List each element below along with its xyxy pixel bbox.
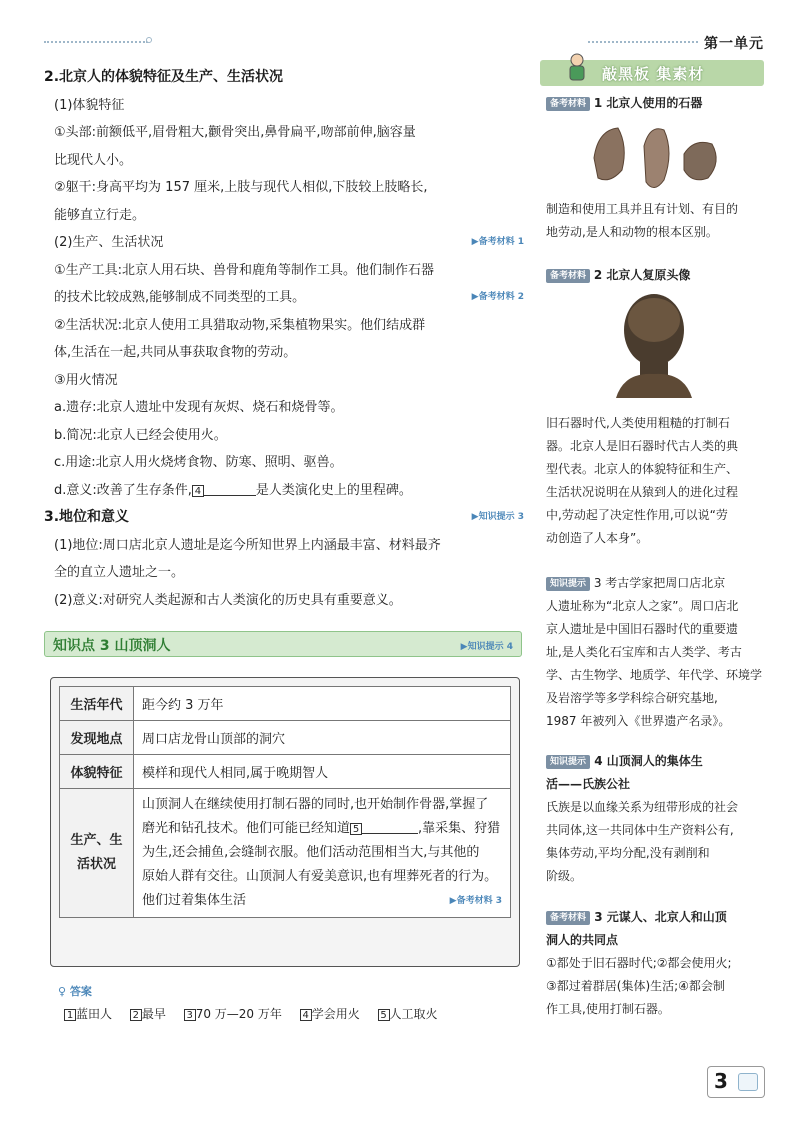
fire-significance-pre: d.意义:改善了生存条件, [54, 482, 192, 498]
answer-number: 3 [184, 1009, 196, 1021]
knowledge-point-3-title: 知识点 3 山顶洞人 [53, 638, 171, 654]
answers-row [64, 1005, 452, 1022]
fire-significance-post: 是人类演化史上的里程碑。 [255, 482, 412, 498]
life-line-2-text: 磨光和钻孔技术。他们可能已经知道 [142, 821, 351, 836]
life-line-2 [142, 817, 502, 841]
lightbulb-icon: ♀ [58, 985, 67, 998]
knowledge-tip-3-line: 学、古生物学、地质学、年代学、环境学 [546, 668, 763, 682]
shandingdong-table [59, 686, 511, 918]
meaning: (2)意义:对研究人类起源和古人类演化的历史具有重要意义。 [54, 592, 402, 608]
material-3 [546, 906, 764, 1021]
fire-significance [44, 477, 524, 505]
sidebar-banner-title: 敲黑板 集素材 [602, 65, 705, 83]
knowledge-tip-4-line: 共同体,这一共同体中生产资料公有, [546, 823, 734, 837]
paragraph-body-1: ②躯干:身高平均为 157 厘米,上肢与现代人相似,下肢较上肢略长, [54, 180, 428, 195]
paragraph-tool-2 [44, 284, 524, 312]
table-row [60, 789, 511, 918]
answer-item [130, 1007, 166, 1021]
paragraph-body-2: 能够直立行走。 [54, 207, 146, 223]
shandingdong-table-box [50, 677, 520, 967]
material-2-line: 生活状况说明在从猿到人的进化过程 [546, 485, 739, 499]
material-1-line: 地劳动,是人和动物的根本区别。 [546, 225, 718, 239]
life-line-1: 山顶洞人在继续使用打制石器的同时,也开始制作骨器,掌握了 [142, 797, 489, 812]
answers-label-text: 答案 [69, 985, 92, 998]
knowledge-point-3-bar [44, 631, 522, 657]
knowledge-tip-4-line: 氏族是以血缘关系为纽带形成的社会 [546, 800, 739, 814]
answer-text: 人工取火 [389, 1007, 438, 1021]
knowledge-tip-3-line: 1987 年被列入《世界遗产名录》。 [546, 714, 731, 728]
unit-title: 第一单元 [704, 36, 764, 52]
table-key-location: 发现地点 [60, 721, 134, 755]
book-icon [738, 1073, 758, 1091]
blank-number-5: 5 [350, 823, 362, 835]
knowledge-tip-4-title [546, 750, 764, 773]
table-key-era: 生活年代 [60, 687, 134, 721]
subheading-production [44, 229, 524, 257]
table-value-era: 距今约 3 万年 [134, 687, 511, 721]
blank-number-4: 4 [192, 485, 204, 497]
knowledge-tip-3-line: 及岩溶学等多学科综合研究基地, [546, 691, 718, 705]
paragraph-fire-heading: ③用火情况 [54, 372, 118, 388]
material-3-line: ①都处于旧石器时代;②都会使用火; [546, 956, 732, 970]
fire-summary: b.简况:北京人已经会使用火。 [54, 427, 227, 443]
answer-text: 学会用火 [311, 1007, 360, 1021]
page-number: 3 [714, 1069, 728, 1093]
header-dot [146, 37, 152, 43]
life-line-3: 为生,还会捕鱼,会缝制衣服。他们活动范围相当大,与其他的 [142, 845, 480, 860]
knowledge-tip-4-title-2: 活——氏族公社 [546, 777, 631, 791]
answers-label [58, 983, 92, 999]
knowledge-tip-3-line: 人遗址称为“北京人之家”。周口店北 [546, 599, 739, 613]
paragraph-tool-1: ①生产工具:北京人用石块、兽骨和鹿角等制作工具。他们制作石器 [54, 262, 435, 278]
paragraph-head-1: ①头部:前额低平,眉骨粗大,颧骨突出,鼻骨扁平,吻部前伸,脑容量 [54, 125, 416, 140]
material-label: 备考材料 [546, 269, 590, 283]
material-2-text [546, 412, 764, 550]
header-dotted-line-right [588, 41, 698, 43]
life-line-5-text: 他们过着集体生活 [142, 893, 247, 908]
knowledge-tip-3 [546, 572, 764, 733]
material-label: 备考材料 [546, 911, 590, 925]
ref-tag-tip-3[interactable]: ▶知识提示 3 [471, 512, 524, 522]
paragraph-life-2: 体,生活在一起,共同从事获取食物的劳动。 [54, 345, 297, 360]
material-1-text [546, 198, 764, 244]
knowledge-tip-3-line: 京人遗址是中国旧石器时代的重要遗 [546, 622, 739, 636]
fill-in-blank-5[interactable] [362, 820, 418, 834]
fire-uses: c.用途:北京人用火烧烤食物、防寒、照明、驱兽。 [54, 455, 343, 470]
material-1-title: 1 北京人使用的石器 [593, 96, 703, 110]
section-3-title-text: 3.地位和意义 [44, 509, 130, 525]
subheading-features: (1)体貌特征 [54, 97, 125, 113]
ref-tag-material-3[interactable]: ▶备考材料 3 [449, 896, 502, 906]
ref-tag-tip-4[interactable]: ▶知识提示 4 [460, 642, 513, 652]
material-2-title: 2 北京人复原头像 [593, 268, 691, 282]
table-row [60, 721, 511, 755]
answer-item [378, 1007, 438, 1021]
answer-item [184, 1007, 282, 1021]
paragraph-life-1: ②生活状况:北京人使用工具猎取动物,采集植物果实。他们结成群 [54, 317, 426, 333]
answer-number: 4 [300, 1009, 312, 1021]
life-line-2-tail: ,靠采集、狩猎 [418, 821, 501, 836]
answer-text: 蓝田人 [76, 1007, 113, 1021]
header-dotted-line-left [44, 41, 148, 43]
paragraph-tool-2-text: 的技术比较成熟,能够制成不同类型的工具。 [54, 290, 306, 305]
sidebar-banner [540, 60, 764, 86]
knowledge-tip-4-line: 阶级。 [546, 869, 583, 883]
knowledge-tip-3-first-line [546, 572, 764, 595]
answer-text: 最早 [141, 1007, 166, 1021]
stone-tools-image [584, 118, 734, 198]
table-value-features: 模样和现代人相同,属于晚期智人 [134, 755, 511, 789]
section-2-title: 2.北京人的体貌特征及生产、生活状况 [44, 69, 284, 85]
status-2: 全的直立人遗址之一。 [54, 565, 185, 580]
knowledge-tip-4-title-text: 4 山顶洞人的集体生 [594, 754, 703, 768]
paragraph-head-2: 比现代人小。 [54, 152, 133, 168]
answer-text: 70 万—20 万年 [195, 1007, 282, 1021]
material-2-line: 器。北京人是旧石器时代古人类的典 [546, 439, 739, 453]
main-content [44, 64, 524, 614]
status-1: (1)地位:周口店北京人遗址是迄今所知世界上内涵最丰富、材料最齐 [54, 537, 441, 553]
answer-number: 1 [64, 1009, 76, 1021]
material-1-heading [546, 92, 764, 115]
tip-label: 知识提示 [546, 755, 590, 769]
material-2-line: 动创造了人本身”。 [546, 531, 649, 545]
table-row [60, 755, 511, 789]
material-3-line: ③都过着群居(集体)生活;④都会制 [546, 979, 725, 993]
answer-number: 2 [130, 1009, 142, 1021]
table-key-life: 生产、生活状况 [60, 789, 134, 918]
knowledge-tip-3-line: 址,是人类化石宝库和古人类学、考古 [546, 645, 742, 659]
knowledge-tip-4-line: 集体劳动,平均分配,没有剥削和 [546, 846, 710, 860]
table-value-life [134, 789, 511, 918]
fill-in-blank-4[interactable] [204, 482, 256, 496]
student-figure-icon [564, 52, 590, 82]
table-key-features: 体貌特征 [60, 755, 134, 789]
knowledge-tip-4 [546, 750, 764, 888]
ref-tag-material-2[interactable]: ▶备考材料 2 [471, 292, 524, 302]
subheading-production-text: (2)生产、生活状况 [54, 235, 164, 250]
material-3-title [546, 906, 764, 929]
material-2-line: 中,劳动起了决定性作用,可以说“劳 [546, 508, 728, 522]
fire-remains: a.遗存:北京人遗址中发现有灰烬、烧石和烧骨等。 [54, 400, 344, 415]
material-1-line: 制造和使用工具并且有计划、有目的 [546, 202, 739, 216]
table-row [60, 687, 511, 721]
material-label: 备考材料 [546, 97, 590, 111]
material-3-title-text: 3 元谋人、北京人和山顶 [594, 910, 727, 924]
answer-item [300, 1007, 360, 1021]
knowledge-tip-3-line: 3 考古学家把周口店北京 [593, 576, 726, 590]
material-3-line: 作工具,使用打制石器。 [546, 1002, 670, 1016]
material-2-line: 旧石器时代,人类使用粗糙的打制石 [546, 416, 730, 430]
life-line-5 [142, 889, 502, 913]
material-2-line: 型代表。北京人的体貌特征和生产、 [546, 462, 739, 476]
ref-tag-material-1[interactable]: ▶备考材料 1 [471, 237, 524, 247]
table-value-location: 周口店龙骨山顶部的洞穴 [134, 721, 511, 755]
life-line-4: 原始人群有交往。山顶洞人有爱美意识,也有埋葬死者的行为。 [142, 869, 498, 884]
answer-item [64, 1007, 112, 1021]
peking-man-bust-image [594, 290, 714, 400]
material-2-heading [546, 264, 764, 287]
answer-number: 5 [378, 1009, 390, 1021]
tip-label: 知识提示 [546, 577, 590, 591]
section-3-title [44, 504, 524, 532]
material-3-title-2: 洞人的共同点 [546, 933, 619, 947]
